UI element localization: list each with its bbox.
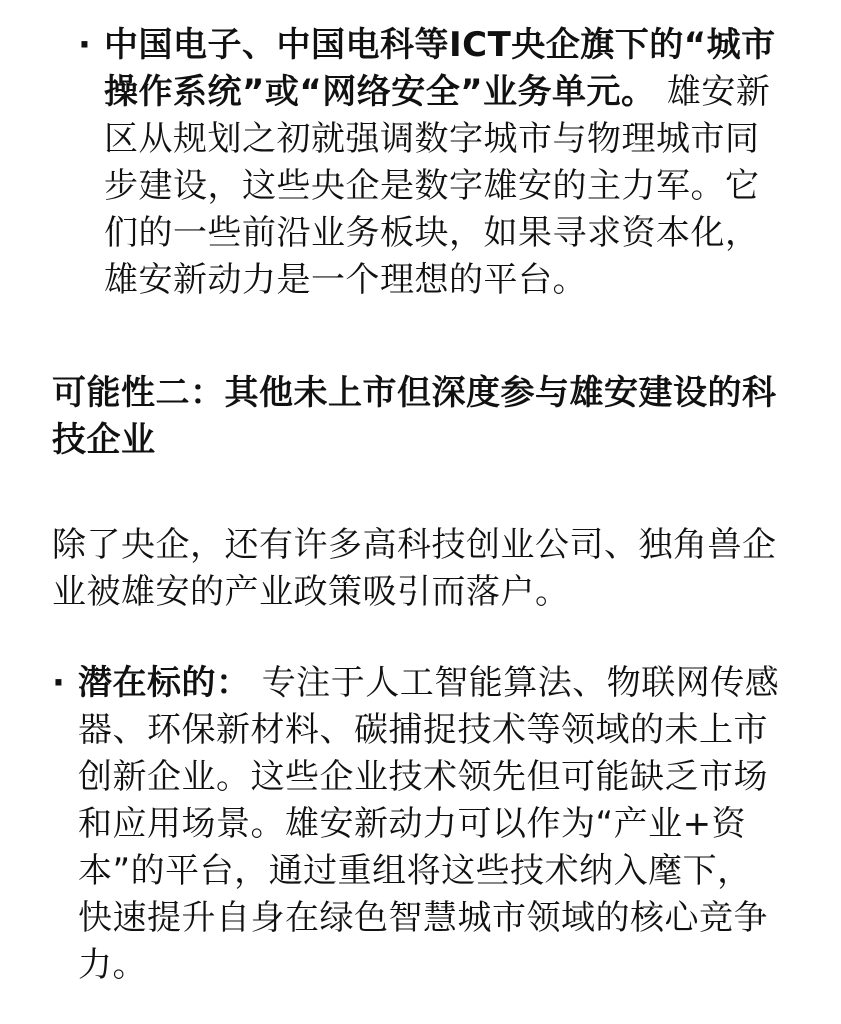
bullet-item-1 xyxy=(104,22,804,304)
bullet2-line-2: 器、环保新材料、碳捕捉技术等领域的未上市 xyxy=(78,710,768,750)
paragraph-line-1: 除了央企，还有许多高科技创业公司、独角兽企 xyxy=(52,525,777,565)
paragraph-line-2: 业被雄安的产业政策吸引而落户。 xyxy=(52,572,570,612)
bullet2-line-3: 创新企业。这些企业技术领先但可能缺乏市场 xyxy=(78,757,768,797)
bullet1-line-4: 步建设，这些央企是数字雄安的主力军。它 xyxy=(104,166,760,206)
bullet1-line-6: 雄安新动力是一个理想的平台。 xyxy=(104,260,587,300)
bullet2-line-4: 和应用场景。雄安新动力可以作为“产业+资 xyxy=(78,804,747,844)
intro-paragraph xyxy=(52,522,812,616)
bullet1-line-1: 中国电子、中国电科等ICT央企旗下的“城市 xyxy=(104,25,776,65)
section-heading xyxy=(52,370,812,464)
bullet2-line-5: 本”的平台，通过重组将这些技术纳入麾下， xyxy=(78,851,752,891)
bullet2-line-6: 快速提升自身在绿色智慧城市领域的核心竞争 xyxy=(78,898,768,938)
bullet-item-2 xyxy=(78,660,818,989)
bullet-dot-1: · xyxy=(78,25,91,65)
bullet-dot-2: · xyxy=(52,663,65,703)
heading-line-2: 技企业 xyxy=(52,420,156,460)
bullet1-line-2: 操作系统”或“网络安全”业务单元。 雄安新 xyxy=(104,72,771,112)
bullet1-line-3: 区从规划之初就强调数字城市与物理城市同 xyxy=(104,119,760,159)
bullet2-line-7: 力。 xyxy=(78,945,147,985)
heading-line-1: 可能性二：其他未上市但深度参与雄安建设的科 xyxy=(52,373,777,413)
bullet1-line-5: 们的一些前沿业务板块，如果寻求资本化， xyxy=(104,213,760,253)
bullet2-line-1: 潜在标的： 专注于人工智能算法、物联网传感 xyxy=(78,663,780,703)
